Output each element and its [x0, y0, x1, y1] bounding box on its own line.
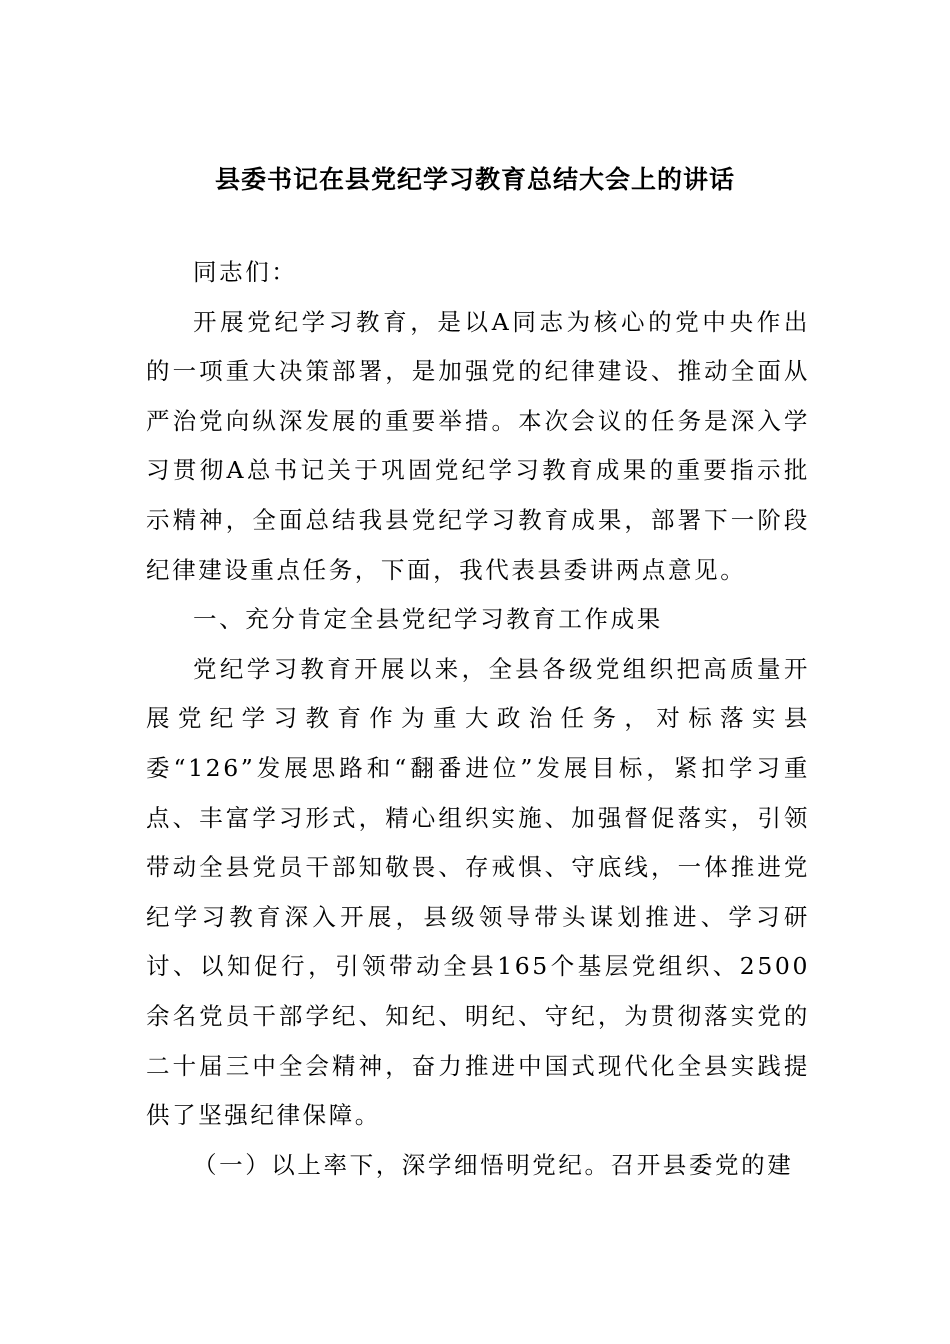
section-heading-1: 一、充分肯定全县党纪学习教育工作成果 — [193, 605, 663, 634]
salutation: 同志们： — [193, 258, 298, 286]
document-title: 县委书记在县党纪学习教育总结大会上的讲话 — [214, 165, 735, 194]
subsection-heading-1: （一）以上率下，深学细悟明党纪。召开县委党的建 — [193, 1150, 794, 1179]
document-body — [146, 248, 810, 1190]
paragraph-intro: 开展党纪学习教育，是以A同志为核心的党中央作出的一项重大决策部署，是加强党的纪律建设、推动全面从严治党向纵深发展的重要举措。本次会议的任务是深入学习贯彻A总书记关于巩固党纪学习教育成果的重要指示批示精神，全面总结我县党纪学习教育成果，部署下一阶段纪律建设重点任务，下面，我代表县委讲两点意见。 — [146, 307, 810, 584]
paragraph-achievements: 党纪学习教育开展以来，全县各级党组织把高质量开展党纪学习教育作为重大政治任务，对标落实县委“126”发展思路和“翻番进位”发展目标，紧扣学习重点、丰富学习形式，精心组织实施、加强督促落实，引领带动全县党员干部知敬畏、存戒惧、守底线，一体推进党纪学习教育深入开展，县级领导带头谋划推进、学习研讨、以知促行，引领带动全县165个基层党组织、2500余名党员干部学纪、知纪、明纪、守纪，为贯彻落实党的二十届三中全会精神，奋力推进中国式现代化全县实践提供了坚强纪律保障。 — [146, 654, 810, 1130]
